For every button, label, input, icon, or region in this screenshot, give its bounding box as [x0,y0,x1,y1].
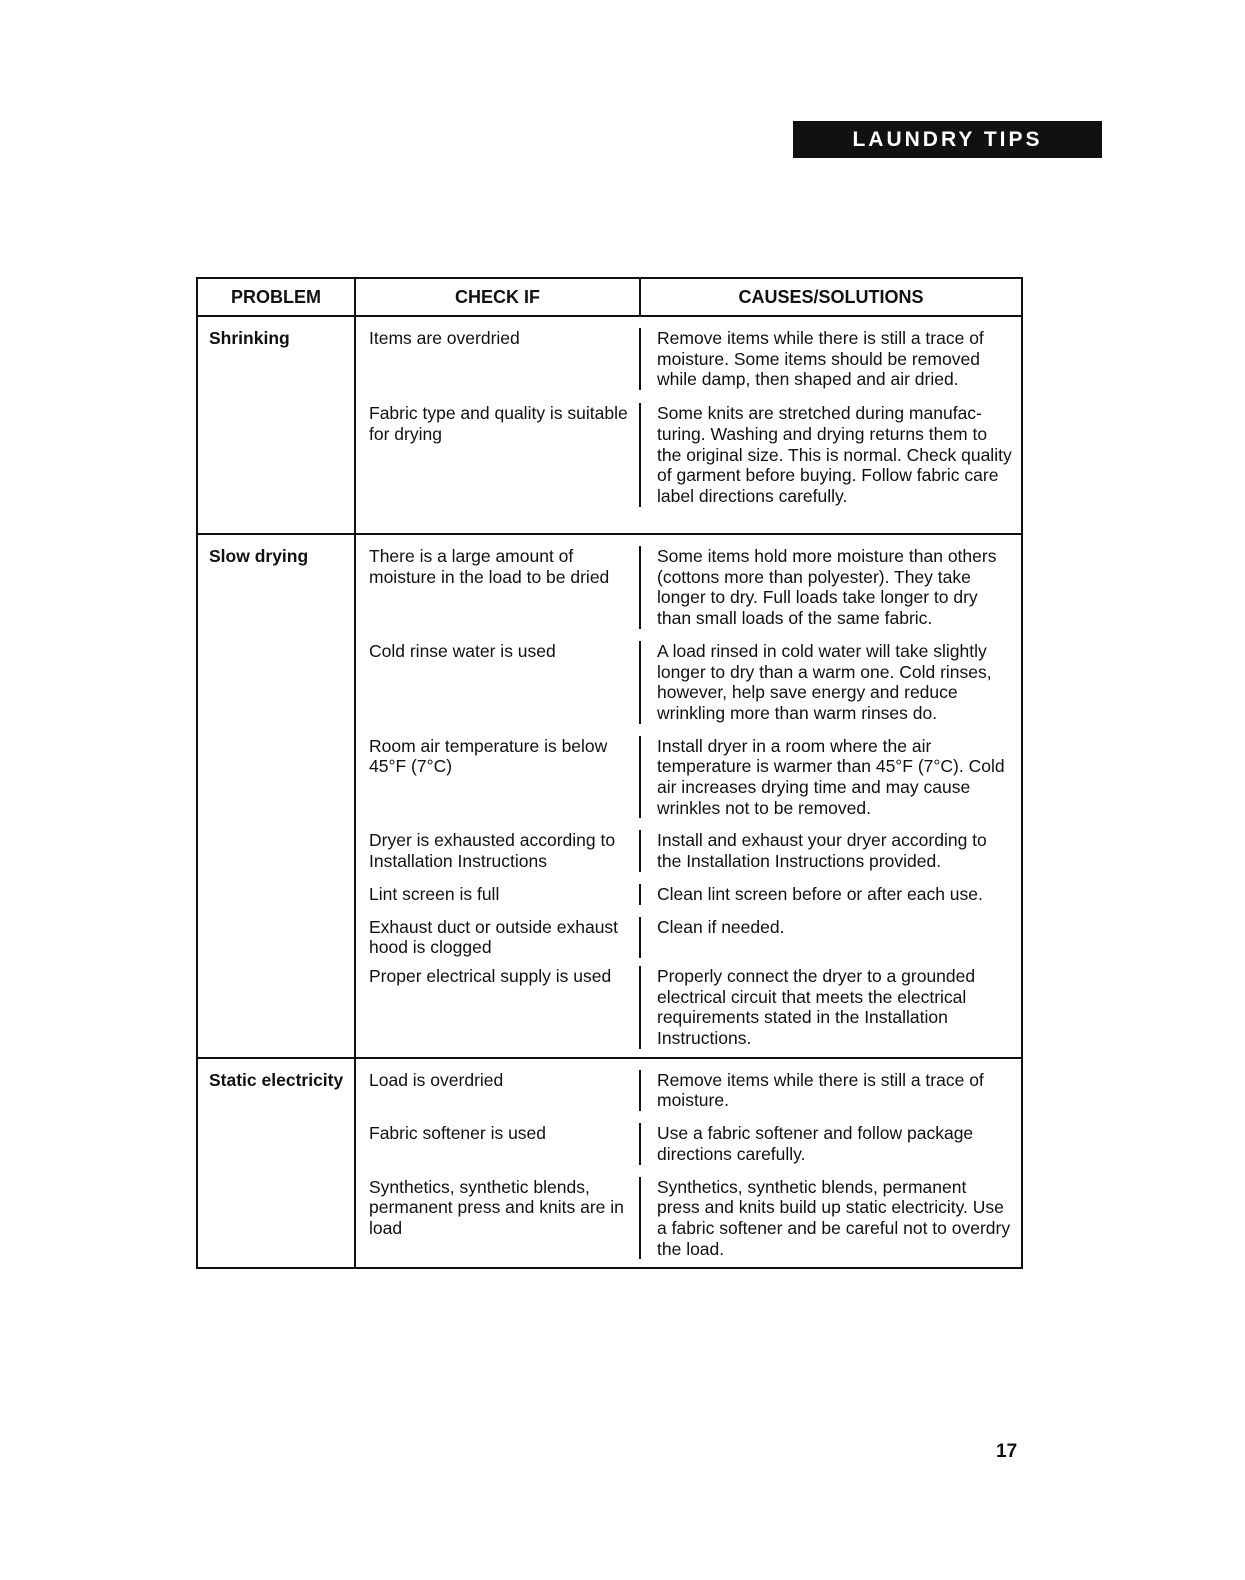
solution-cell: Some knits are stretched during manufac-turing. Washing and drying returns them to the original size. This is normal. Check quality of garment before buying. Follow fabric care label directions carefully. [639,403,1021,507]
solution-cell: Properly connect the dryer to a grounded electrical circuit that meets the electrical requirements stated in the Installation Instructions. [639,966,1021,1049]
solution-cell: Install and exhaust your dryer according to the Installation Instructions provided. [639,830,1021,871]
solution-cell: Clean lint screen before or after each use. [639,884,1021,905]
check-cell: There is a large amount of moisture in the load to be dried [369,546,610,587]
check-cell: Fabric type and quality is suitable for drying [369,403,628,444]
section-banner: LAUNDRY TIPS [793,121,1102,158]
solution-cell: Use a fabric softener and follow package directions carefully. [639,1123,1021,1164]
table-row [197,1058,1022,1269]
column-header-causes-solutions: CAUSES/SOLUTIONS [640,278,1022,316]
solution-cell: Remove items while there is still a trace of moisture. Some items should be removed while damp, then shaped and air dried. [639,328,1021,390]
check-cell: Lint screen is full [369,883,500,904]
check-cell: Proper electrical supply is used [369,965,612,986]
check-cell: Dryer is exhausted according to Installation Instructions [369,830,616,872]
solution-cell: Synthetics, synthetic blends, permanent press and knits build up static electricity. Use a fabric softener and be careful not to overdry the load. [639,1177,1021,1260]
problem-cell: Static electricity [197,1058,355,1269]
solution-cell: Install dryer in a room where the air temperature is warmer than 45°F (7°C). Cold air increases drying time and may cause wrinkles not to be removed. [639,736,1021,819]
column-header-check-if: CHECK IF [355,278,640,316]
solution-cell: A load rinsed in cold water will take slightly longer to dry than a warm one. Cold rinses, however, help save energy and reduce wrinkling more than warm rinses do. [639,641,1021,724]
solution-cell: Remove items while there is still a trace of moisture. [639,1070,1021,1111]
table-row [197,316,1022,534]
check-cell: Synthetics, synthetic blends, permanent press and knits are in load [369,1176,624,1238]
page-number: 17 [996,1441,1018,1462]
solution-cell: Some items hold more moisture than others (cottons more than polyester). They take longer to dry. Full loads take longer to dry than small loads of the same fabric. [639,546,1021,629]
troubleshooting-table [196,277,1023,1269]
check-cell: Load is overdried [369,1069,504,1090]
check-cell: Exhaust duct or outside exhaust hood is clogged [369,916,619,958]
table-row [197,534,1022,1058]
check-cell: Room air temperature is below 45°F (7°C) [369,735,608,777]
check-cell: Items are overdried [369,328,520,348]
problem-cell: Shrinking [197,316,355,534]
check-cell: Cold rinse water is used [369,640,556,661]
solution-cell: Clean if needed. [639,917,1021,958]
problem-cell: Slow drying [197,534,355,1058]
column-header-problem: PROBLEM [197,278,355,316]
check-cell: Fabric softener is used [369,1123,547,1144]
